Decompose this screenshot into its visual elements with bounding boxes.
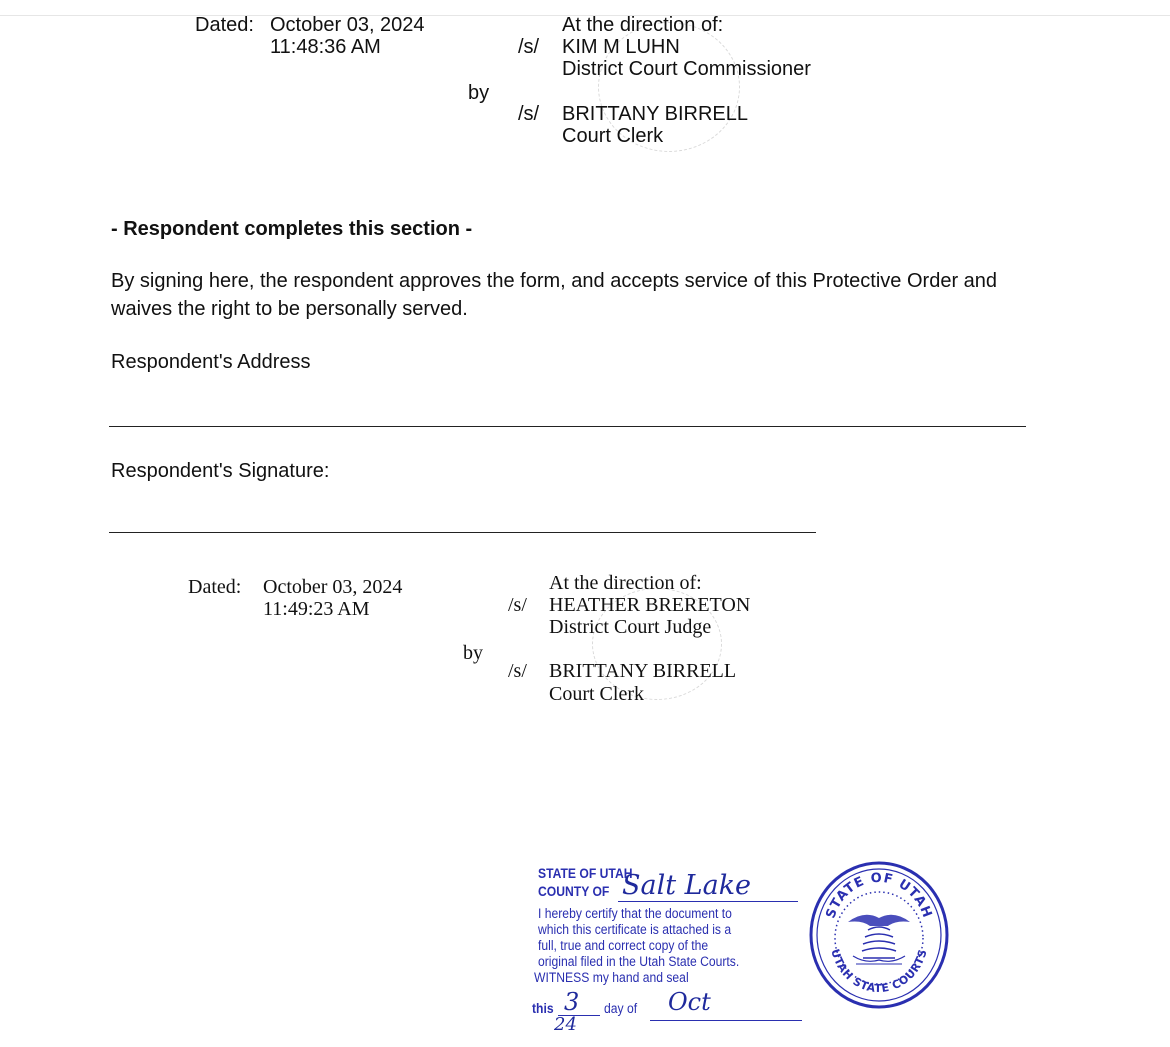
clerk-title: Court Clerk — [549, 683, 644, 705]
signature-mark: /s/ — [518, 103, 540, 125]
stamp-text-line: WITNESS my hand and seal — [534, 970, 689, 985]
stamp-text-line: original filed in the Utah State Courts. — [538, 954, 740, 969]
clerk-title: Court Clerk — [562, 125, 664, 147]
stamp-day-of-label: day of — [604, 1001, 638, 1016]
stamp-state: STATE OF UTAH — [538, 866, 633, 881]
by-label: by — [463, 642, 483, 664]
direction-label: At the direction of: — [549, 572, 702, 594]
signer-title: District Court Judge — [549, 616, 712, 638]
certification-stamp — [530, 860, 800, 1035]
date-value: October 03, 2024 — [263, 576, 403, 598]
signer-title: District Court Commissioner — [562, 58, 811, 80]
signer-name: HEATHER BRERETON — [549, 594, 751, 616]
date-value: October 03, 2024 — [270, 14, 425, 36]
handwritten-year: 24 — [554, 1014, 577, 1035]
stamp-text-line: which this certificate is attached is a — [538, 922, 732, 937]
stamp-this-label: this — [532, 1001, 554, 1016]
handwritten-month: Oct — [668, 988, 711, 1016]
clerk-name: BRITTANY BIRRELL — [549, 660, 737, 682]
statement-line-1: By signing here, the respondent approves the form, and accepts service of this Protective Order and — [111, 270, 998, 292]
clerk-name: BRITTANY BIRRELL — [562, 103, 748, 125]
signature-mark: /s/ — [518, 36, 540, 58]
time-value: 11:48:36 AM — [270, 36, 381, 58]
time-value: 11:49:23 AM — [263, 598, 370, 620]
signature-line[interactable] — [109, 532, 816, 533]
county-underline — [618, 901, 798, 902]
seal-text-bottom: UTAH STATE COURTS — [828, 947, 930, 996]
dated-label: Dated: — [188, 576, 242, 598]
seal-icon — [808, 860, 950, 1010]
section-heading: - Respondent completes this section - — [111, 218, 473, 240]
address-label: Respondent's Address — [111, 351, 311, 373]
stamp-text-line: full, true and correct copy of the — [538, 938, 709, 953]
statement-line-2: waives the right to be personally served. — [111, 298, 468, 320]
signature-label: Respondent's Signature: — [111, 460, 330, 482]
state-court-seal — [808, 860, 950, 1010]
signature-mark: /s/ — [508, 660, 527, 682]
stamp-text-line: I hereby certify that the document to — [538, 906, 732, 921]
seal-text-top: STATE OF UTAH — [823, 870, 935, 921]
handwritten-county: Salt Lake — [622, 870, 752, 901]
signer-name: KIM M LUHN — [562, 36, 680, 58]
stamp-county-label: COUNTY OF — [538, 884, 610, 899]
month-underline — [650, 1020, 802, 1021]
address-line[interactable] — [109, 426, 1026, 427]
dated-label: Dated: — [195, 14, 254, 36]
handwritten-day: 3 — [564, 988, 580, 1016]
direction-label: At the direction of: — [562, 14, 724, 36]
by-label: by — [468, 82, 490, 104]
signature-mark: /s/ — [508, 594, 527, 616]
